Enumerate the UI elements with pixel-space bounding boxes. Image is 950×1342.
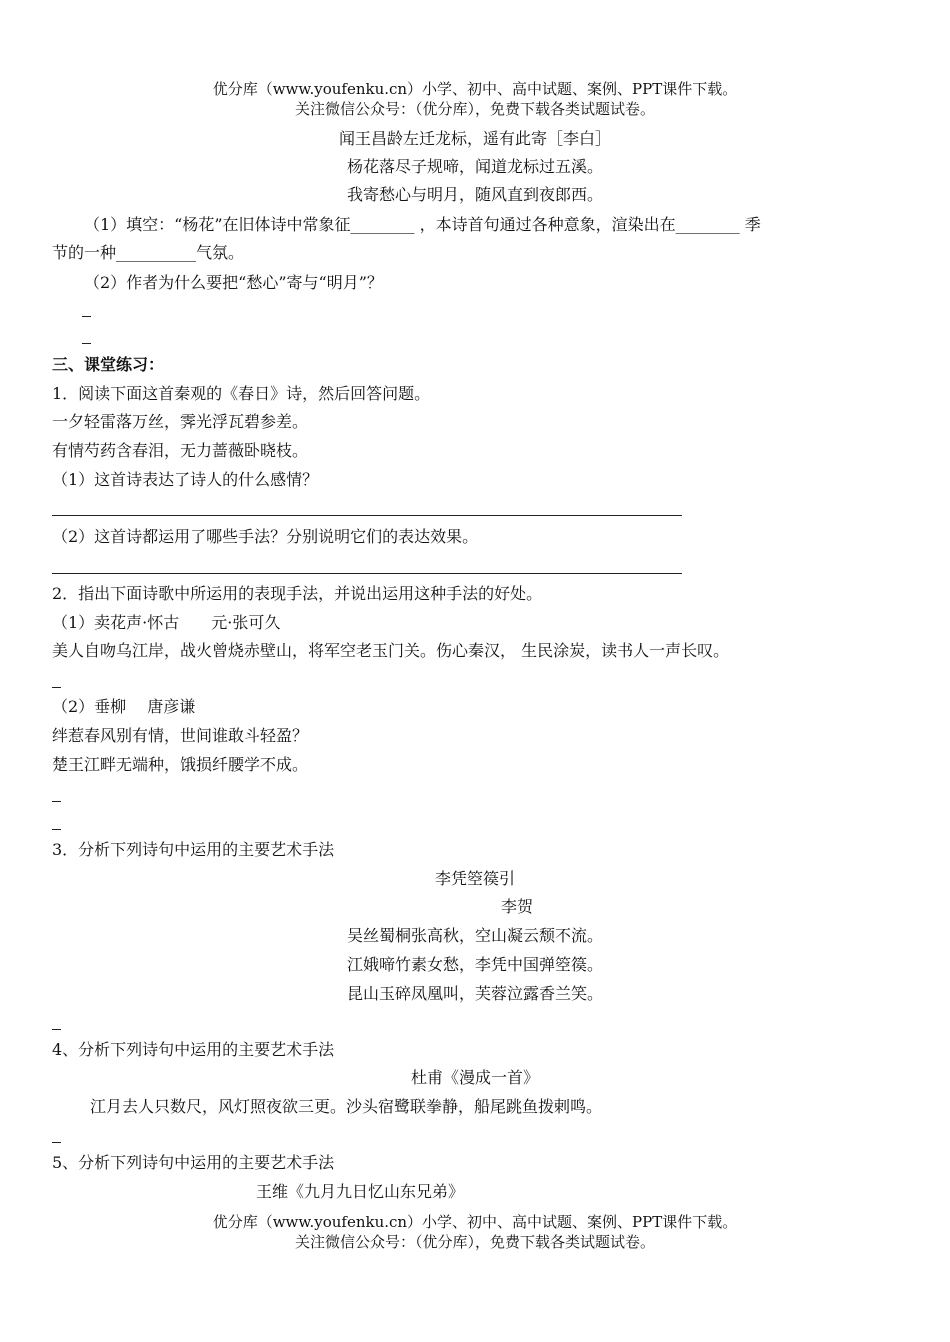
- answer-line: [52, 515, 682, 516]
- item1-question-2: （2）这首诗都运用了哪些手法？分别说明它们的表达效果。: [52, 527, 479, 546]
- item3-line-1: 吴丝蜀桐张高秋，空山凝云颓不流。: [346, 926, 603, 945]
- answer-blank: [52, 1029, 61, 1030]
- poem1-title: 闻王昌龄左迁龙标，遥有此寄［李白］: [338, 129, 611, 148]
- item5-intro: 5、分析下列诗句中运用的主要艺术手法: [52, 1153, 335, 1172]
- item3-author: 李贺: [501, 897, 534, 916]
- q1-part2: （2）作者为什么要把“愁心”寄与“明月”？: [84, 273, 383, 292]
- poem1-line-1: 杨花落尽子规啼，闻道龙标过五溪。: [346, 157, 603, 176]
- header-line-1: 优分库（www.youfenku.cn）小学、初中、高中试题、案例、PPT课件下载。: [212, 80, 738, 98]
- item3-title: 李凭箜篌引: [434, 869, 515, 888]
- item3-line-2: 江娥啼竹素女愁，李凭中国弹箜篌。: [346, 955, 603, 974]
- item1-intro: 1．阅读下面这首秦观的《春日》诗，然后回答问题。: [52, 384, 431, 403]
- item2-poem2-title: （2）垂柳 唐彦谦: [52, 697, 196, 716]
- section3-heading: 三、课堂练习：: [52, 355, 165, 374]
- item3-line-3: 昆山玉碎凤凰叫，芙蓉泣露香兰笑。: [346, 984, 603, 1003]
- answer-blank: [52, 801, 61, 802]
- item2-poem1-text: 美人自吻乌江岸，战火曾烧赤壁山，将军空老玉门关。伤心秦汉， 生民涂炭，读书人一声长叹。: [52, 641, 730, 660]
- answer-blank: [82, 316, 91, 317]
- item1-poem-line-1: 一夕轻雷落万丝，霁光浮瓦碧参差。: [52, 412, 309, 431]
- answer-line: [52, 573, 682, 574]
- item4-title: 杜甫《漫成一首》: [410, 1068, 539, 1087]
- item5-title: 王维《九月九日忆山东兄弟》: [256, 1182, 465, 1201]
- item2-poem2-line-1: 绊惹春风别有情，世间谁敢斗轻盈？: [52, 726, 309, 745]
- item1-poem-line-2: 有情芍药含春泪，无力蔷薇卧晓枝。: [52, 441, 309, 460]
- item4-intro: 4、分析下列诗句中运用的主要艺术手法: [52, 1040, 335, 1059]
- poem1-line-2: 我寄愁心与明月，随风直到夜郎西。: [346, 185, 603, 204]
- header-line-2: 关注微信公众号：（优分库），免费下载各类试题试卷。: [294, 100, 655, 118]
- item2-poem1-title: （1）卖花声·怀古 元·张可久: [52, 613, 281, 632]
- q1-part1-line-2: 节的一种__________气氛。: [52, 243, 245, 262]
- footer-line-2: 关注微信公众号：（优分库），免费下载各类试题试卷。: [294, 1233, 655, 1251]
- item2-intro: 2．指出下面诗歌中所运用的表现手法，并说出运用这种手法的好处。: [52, 584, 543, 603]
- answer-blank: [52, 1142, 61, 1143]
- answer-blank: [82, 343, 91, 344]
- answer-blank: [52, 829, 61, 830]
- item2-poem2-line-2: 楚王江畔无端种，饿损纤腰学不成。: [52, 755, 309, 774]
- item1-question-1: （1）这首诗表达了诗人的什么感情？: [52, 470, 319, 489]
- item3-intro: 3．分析下列诗句中运用的主要艺术手法: [52, 840, 335, 859]
- q1-part1-line-1: （1）填空：“杨花”在旧体诗中常象征________ ，本诗首句通过各种意象，渲染出在________ 季: [84, 215, 761, 234]
- answer-blank: [52, 687, 61, 688]
- item4-text: 江月去人只数尺，风灯照夜欲三更。沙头宿鹭联拳静，船尾跳鱼拨剌鸣。: [90, 1097, 603, 1116]
- footer-line-1: 优分库（www.youfenku.cn）小学、初中、高中试题、案例、PPT课件下载。: [212, 1213, 738, 1231]
